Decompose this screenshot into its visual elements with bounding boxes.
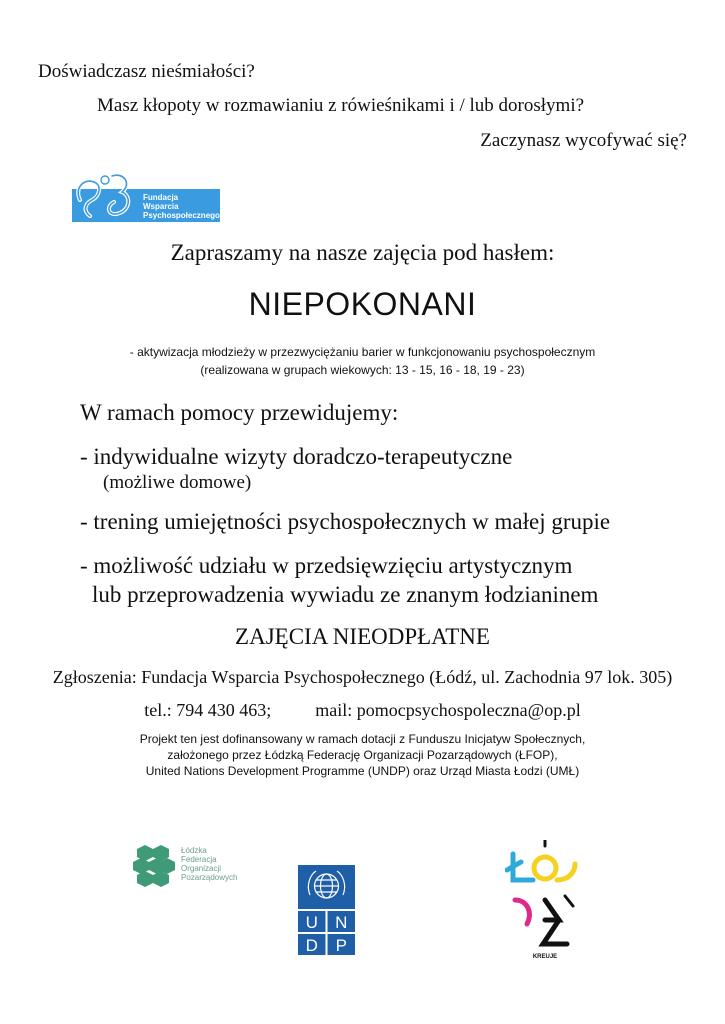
fws-logo	[72, 170, 220, 224]
offer-item-training: - trening umiejętności psychospołecznych w małej grupie	[80, 509, 611, 534]
undp-letter-n: N	[335, 913, 348, 932]
offer-item-visits-note: (możliwe domowe)	[103, 472, 252, 493]
lfop-logo-line1: Łódzka	[181, 846, 207, 855]
offer-item-artistic-continued: lub przeprowadzenia wywiadu ze znanym łodzianinem	[92, 582, 599, 607]
contact-email: mail: pomocpsychospoleczna@op.pl	[315, 700, 581, 720]
lodz-logo-caption: KREUJE	[532, 954, 558, 960]
fws-logo-line2: Wsparcia	[143, 202, 179, 211]
lodz-kreuje-logo	[505, 840, 585, 960]
funding-note-line1: Projekt ten jest dofinansowany w ramach dotacji z Funduszu Inicjatyw Społecznych,	[139, 732, 586, 746]
invitation-text: Zapraszamy na nasze zajęcia pod hasłem:	[170, 240, 555, 265]
funding-note-line2: założonego przez Łódzką Federację Organizacji Pozarządowych (ŁFOP),	[167, 748, 558, 762]
lfop-logo	[131, 843, 251, 889]
question-shyness: Doświadczasz nieśmiałości?	[38, 61, 255, 82]
offer-heading: W ramach pomocy przewidujemy:	[80, 400, 399, 425]
undp-letter-d: D	[305, 936, 318, 955]
lfop-logo-line2: Federacja	[181, 855, 217, 864]
registration-info: Zgłoszenia: Fundacja Wsparcia Psychospołecznego (Łódź, ul. Zachodnia 97 lok. 305)	[52, 667, 673, 687]
undp-logo	[298, 865, 355, 955]
program-title: NIEPOKONANI	[248, 286, 477, 322]
undp-letter-p: P	[335, 936, 347, 955]
fws-logo-line3: Psychospołecznego	[143, 211, 220, 220]
question-withdrawal: Zaczynasz wycofywać się?	[480, 130, 687, 151]
question-talking: Masz kłopoty w rozmawianiu z rówieśnikami i / lub dorosłymi?	[97, 95, 585, 116]
fws-logo-line1: Fundacja	[143, 193, 179, 202]
program-age-groups: (realizowana w grupach wiekowych: 13 - 15, 16 - 18, 19 - 23)	[200, 363, 525, 377]
program-description: - aktywizacja młodzieży w przezwyciężaniu barier w funkcjonowaniu psychospołecznym	[129, 345, 596, 359]
contact-phone: tel.: 794 430 463;	[144, 700, 272, 720]
contact-line	[0, 700, 725, 721]
undp-letter-u: U	[305, 913, 318, 932]
offer-item-artistic: - możliwość udziału w przedsięwzięciu artystycznym	[80, 553, 573, 578]
funding-note-line3: United Nations Development Programme (UNDP) oraz Urząd Miasta Łodzi (UMŁ)	[145, 764, 580, 778]
lfop-logo-line4: Pozarządowych	[181, 873, 238, 882]
offer-item-visits: - indywidualne wizyty doradczo-terapeutyczne	[80, 444, 513, 469]
free-of-charge-label: ZAJĘCIA NIEODPŁATNE	[235, 624, 490, 649]
lfop-logo-line3: Organizacji	[181, 864, 222, 873]
